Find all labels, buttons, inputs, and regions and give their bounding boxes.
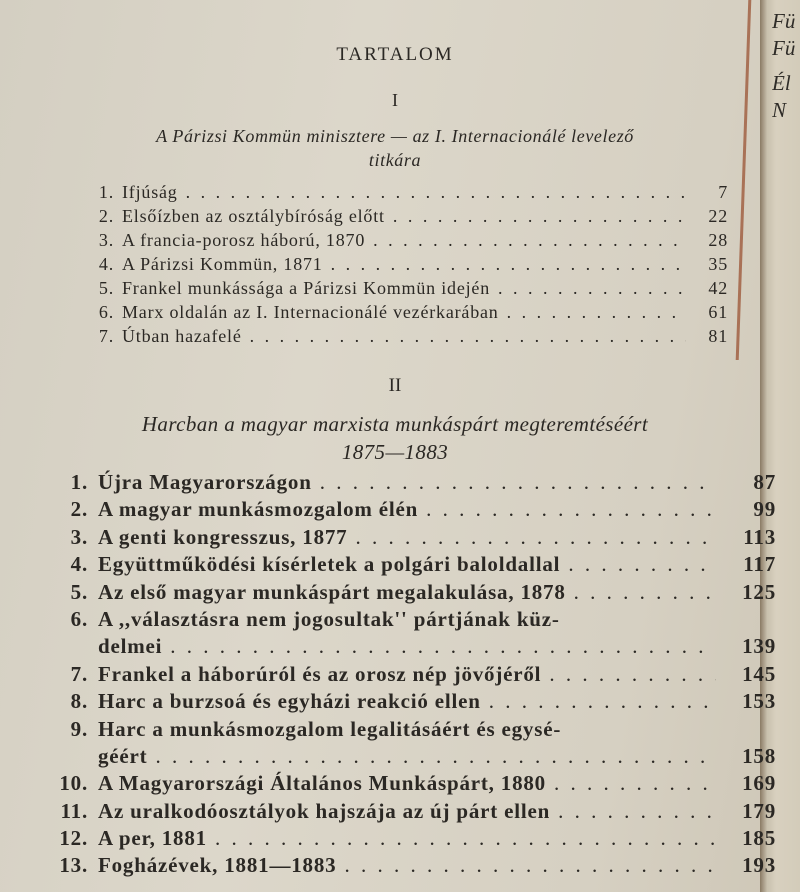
toc-entry-title: A magyar munkásmozgalom élén — [98, 497, 419, 522]
toc-entry-title: Útban hazafelé — [122, 326, 242, 346]
toc-leader-dots — [507, 302, 686, 323]
toc-entry-title: Fogházévek, 1881—1883 — [98, 853, 337, 878]
toc-page-number: 193 — [742, 853, 776, 878]
part-2-subtitle-line: 1875—1883 — [341, 440, 449, 464]
toc-page-number: 22 — [708, 206, 728, 226]
toc-entry-number: 3. — [98, 230, 114, 250]
toc-entry — [88, 206, 728, 230]
toc-entry — [88, 326, 728, 350]
part-1-contents — [88, 182, 728, 350]
toc-entry-title: Újra Magyarországon — [98, 470, 312, 494]
toc-page-number: 81 — [708, 326, 728, 346]
toc-entry — [88, 302, 728, 326]
toc-leader-dots — [170, 634, 716, 659]
toc-entry-number: 7. — [98, 326, 114, 346]
toc-leader-dots — [155, 744, 716, 769]
toc-entry-title: delmei — [98, 634, 163, 659]
part-2-contents — [42, 470, 776, 881]
next-page-fragment: Él — [772, 71, 791, 95]
toc-leader-dots — [426, 497, 716, 522]
toc-entry-number: 1. — [70, 470, 88, 494]
toc-entry-number: 4. — [98, 254, 114, 274]
toc-page-number: 7 — [718, 182, 728, 202]
toc-entry-title: Marx oldalán az I. Internacionálé vezérkarában — [122, 302, 499, 322]
part-1-subtitle-line: titkára — [368, 150, 422, 170]
toc-leader-dots — [373, 230, 686, 251]
toc-entry — [42, 497, 776, 524]
toc-entry — [42, 853, 776, 880]
page-title: TARTALOM — [336, 44, 454, 65]
toc-entry-number: 11. — [60, 798, 88, 823]
toc-leader-dots — [558, 799, 716, 824]
part-1-subtitle-line: A Párizsi Kommün minisztere — az I. Internacionálé levelező — [156, 126, 634, 146]
toc-page-number: 158 — [742, 743, 776, 768]
toc-page-number: 117 — [743, 552, 776, 577]
toc-entry-number: 5. — [70, 579, 88, 604]
toc-entry-number: 13. — [59, 853, 88, 878]
toc-entry-title: A Párizsi Kommün, 1871 — [122, 254, 323, 274]
toc-entry-number: 6. — [98, 302, 114, 322]
toc-entry-title: Harc a burzsoá és egyházi reakció ellen — [98, 689, 481, 714]
toc-entry-number: 10. — [59, 771, 88, 796]
toc-entry-number: 4. — [70, 552, 88, 577]
toc-entry-title: Frankel munkássága a Párizsi Kommün idején — [122, 278, 491, 298]
toc-leader-dots — [344, 853, 716, 878]
toc-entry-title: géért — [98, 743, 148, 768]
toc-entry — [88, 182, 728, 206]
toc-page-number: 61 — [708, 302, 728, 322]
toc-entry — [42, 552, 776, 579]
toc-entry-number: 8. — [70, 689, 88, 714]
toc-entry — [42, 771, 776, 798]
toc-entry-title: A genti kongresszus, 1877 — [98, 524, 348, 549]
next-page-fragment: N — [772, 98, 787, 122]
toc-entry-number: 12. — [59, 826, 88, 851]
toc-page-number: 113 — [743, 524, 776, 549]
toc-leader-dots — [549, 662, 716, 687]
toc-page-number: 28 — [708, 230, 728, 250]
part-2-subtitle-line: Harcban a magyar marxista munkáspárt megteremtéséért — [141, 412, 649, 436]
toc-entry — [42, 580, 776, 607]
toc-entry — [88, 278, 728, 302]
part-2-subtitle — [0, 410, 790, 466]
next-page-fragment: Fü — [772, 36, 796, 60]
part-1-subtitle — [0, 124, 790, 172]
toc-entry-title: A ,,választásra nem jogosultak'' pártjának küz- — [98, 606, 560, 631]
toc-leader-dots — [186, 182, 686, 203]
toc-leader-dots — [250, 326, 686, 347]
toc-page-number: 179 — [742, 798, 776, 823]
toc-leader-dots — [355, 525, 716, 550]
toc-entry-title: Az uralkodóosztályok hajszája az új párt ellen — [98, 798, 551, 823]
toc-page-number: 145 — [742, 661, 776, 686]
toc-entry — [42, 826, 776, 853]
toc-leader-dots — [320, 470, 716, 495]
toc-entry — [42, 634, 776, 661]
toc-entry-number: 9. — [70, 716, 88, 741]
toc-entry-number: 2. — [98, 206, 114, 226]
toc-leader-dots — [393, 206, 686, 227]
toc-leader-dots — [568, 552, 716, 577]
toc-entry-title: A Magyarországi Általános Munkáspárt, 1880 — [98, 771, 546, 796]
toc-page-number: 125 — [742, 579, 776, 604]
toc-page-number: 42 — [708, 278, 728, 298]
toc-entry-title: Az első magyar munkáspárt megalakulása, 1878 — [98, 579, 566, 604]
toc-page-number: 99 — [753, 497, 776, 522]
toc-page-number: 139 — [742, 634, 776, 659]
toc-entry — [42, 470, 776, 497]
toc-leader-dots — [215, 826, 716, 851]
toc-entry-title: Együttműködési kísérletek a polgári baloldallal — [98, 552, 561, 577]
toc-page-number: 87 — [753, 470, 776, 494]
toc-leader-dots — [574, 580, 716, 605]
toc-page-number: 169 — [742, 771, 776, 796]
toc-page-number: 153 — [742, 689, 776, 714]
toc-leader-dots — [489, 689, 716, 714]
toc-entry-number: 7. — [70, 661, 88, 686]
toc-entry-title: Elsőízben az osztálybíróság előtt — [122, 206, 385, 226]
toc-entry — [42, 525, 776, 552]
toc-entry-title: Ifjúság — [122, 182, 178, 202]
toc-leader-dots — [554, 771, 716, 796]
toc-entry-number: 1. — [98, 182, 114, 202]
toc-entry-title: Frankel a háborúról és az orosz nép jövőjéről — [98, 661, 542, 686]
toc-page-number: 185 — [742, 826, 776, 851]
toc-entry-first-line — [42, 717, 776, 744]
toc-entry-number: 6. — [70, 606, 88, 631]
toc-entry-number: 5. — [98, 278, 114, 298]
toc-entry-number: 2. — [70, 497, 88, 522]
toc-page-number: 35 — [708, 254, 728, 274]
toc-entry-first-line — [42, 607, 776, 634]
toc-entry — [42, 689, 776, 716]
toc-entry — [42, 744, 776, 771]
toc-entry-title: A francia-porosz háború, 1870 — [122, 230, 366, 250]
part-1-numeral: I — [392, 90, 398, 110]
toc-entry — [42, 662, 776, 689]
part-2-numeral: II — [388, 375, 402, 396]
toc-entry-title: Harc a munkásmozgalom legalitásáért és egysé- — [98, 716, 562, 741]
toc-entry — [88, 254, 728, 278]
toc-entry — [42, 799, 776, 826]
toc-entry-number: 3. — [70, 524, 88, 549]
toc-leader-dots — [498, 278, 686, 299]
toc-entry — [88, 230, 728, 254]
toc-leader-dots — [331, 254, 686, 275]
next-page-fragment: Fü — [772, 9, 796, 33]
toc-entry-title: A per, 1881 — [98, 826, 207, 851]
